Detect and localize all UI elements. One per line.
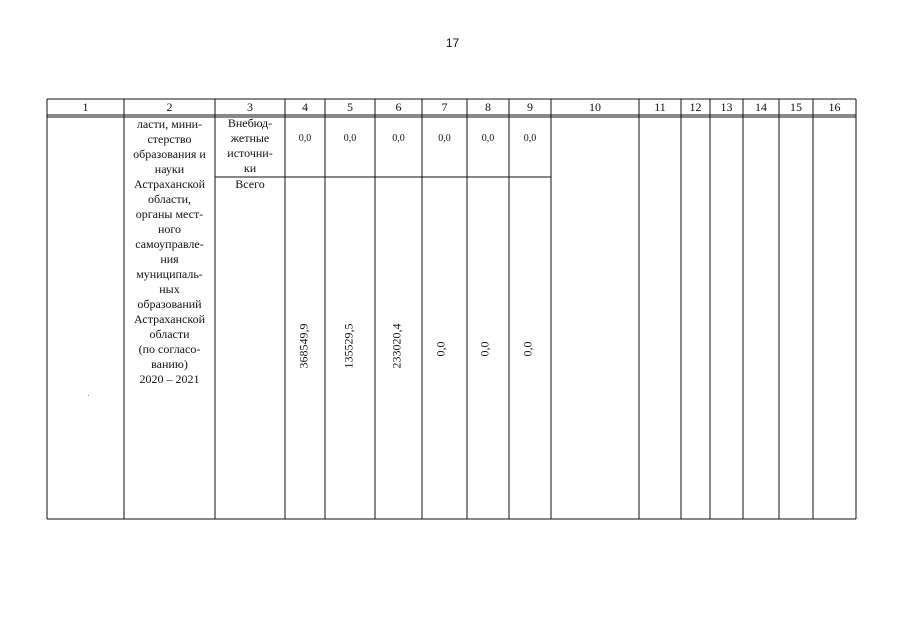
col2-line: ласти, мини- (136, 117, 203, 131)
header-col-13: 13 (720, 100, 733, 114)
col2-line: Астраханской (134, 312, 205, 326)
col2-line: Астраханской (134, 177, 205, 191)
header-col-1: 1 (82, 100, 89, 114)
col2-line: (по согласо- (138, 342, 201, 356)
col2-line: стерство (147, 132, 192, 146)
col2-line: науки (154, 162, 185, 176)
header-col-15: 15 (790, 100, 802, 114)
header-col-6: 6 (395, 100, 402, 114)
col2-line: ного (157, 222, 182, 236)
offbudget-value-col9: 0,0 (523, 133, 537, 144)
col2-line: ния (160, 252, 179, 266)
offbudget-source-line: источни- (227, 146, 273, 160)
col2-line: ных (159, 282, 180, 296)
col2-line: образования и (133, 147, 206, 161)
offbudget-value-col7: 0,0 (438, 133, 451, 144)
header-col-4: 4 (302, 100, 308, 114)
col2-line: муниципаль- (136, 267, 203, 281)
total-source-label: Всего (235, 177, 265, 191)
header-col-8: 8 (485, 100, 491, 114)
header-col-11: 11 (654, 100, 666, 114)
col2-line: области (149, 327, 190, 341)
col2-line: области, (147, 192, 192, 206)
header-col-7: 7 (441, 100, 448, 114)
col2-line: 2020 – 2021 (139, 372, 200, 386)
offbudget-source-line: ки (243, 161, 257, 175)
header-col-10: 10 (589, 100, 601, 114)
header-col-12: 12 (689, 100, 702, 114)
col2-line: органы мест- (135, 207, 204, 221)
offbudget-source-line: Внебюд- (227, 116, 273, 130)
header-col-16: 16 (828, 100, 841, 114)
header-col-5: 5 (347, 100, 353, 114)
offbudget-value-col6: 0,0 (392, 133, 405, 144)
header-col-14: 14 (755, 100, 767, 114)
offbudget-value-col8: 0,0 (481, 133, 495, 144)
col2-line: образований (137, 297, 202, 311)
col2-line: самоуправле- (135, 237, 204, 251)
offbudget-source-line: жетные (230, 131, 270, 145)
header-col-2: 2 (166, 100, 173, 114)
col2-executor-text (124, 117, 215, 387)
scan-speck (88, 395, 89, 396)
offbudget-value-col4: 0,0 (298, 133, 312, 144)
page-number: 17 (445, 36, 460, 50)
offbudget-value-col5: 0,0 (343, 133, 357, 144)
offbudget-source-label (215, 116, 285, 176)
header-col-9: 9 (527, 100, 533, 114)
col2-line: ванию) (151, 357, 188, 371)
header-col-3: 3 (247, 100, 253, 114)
